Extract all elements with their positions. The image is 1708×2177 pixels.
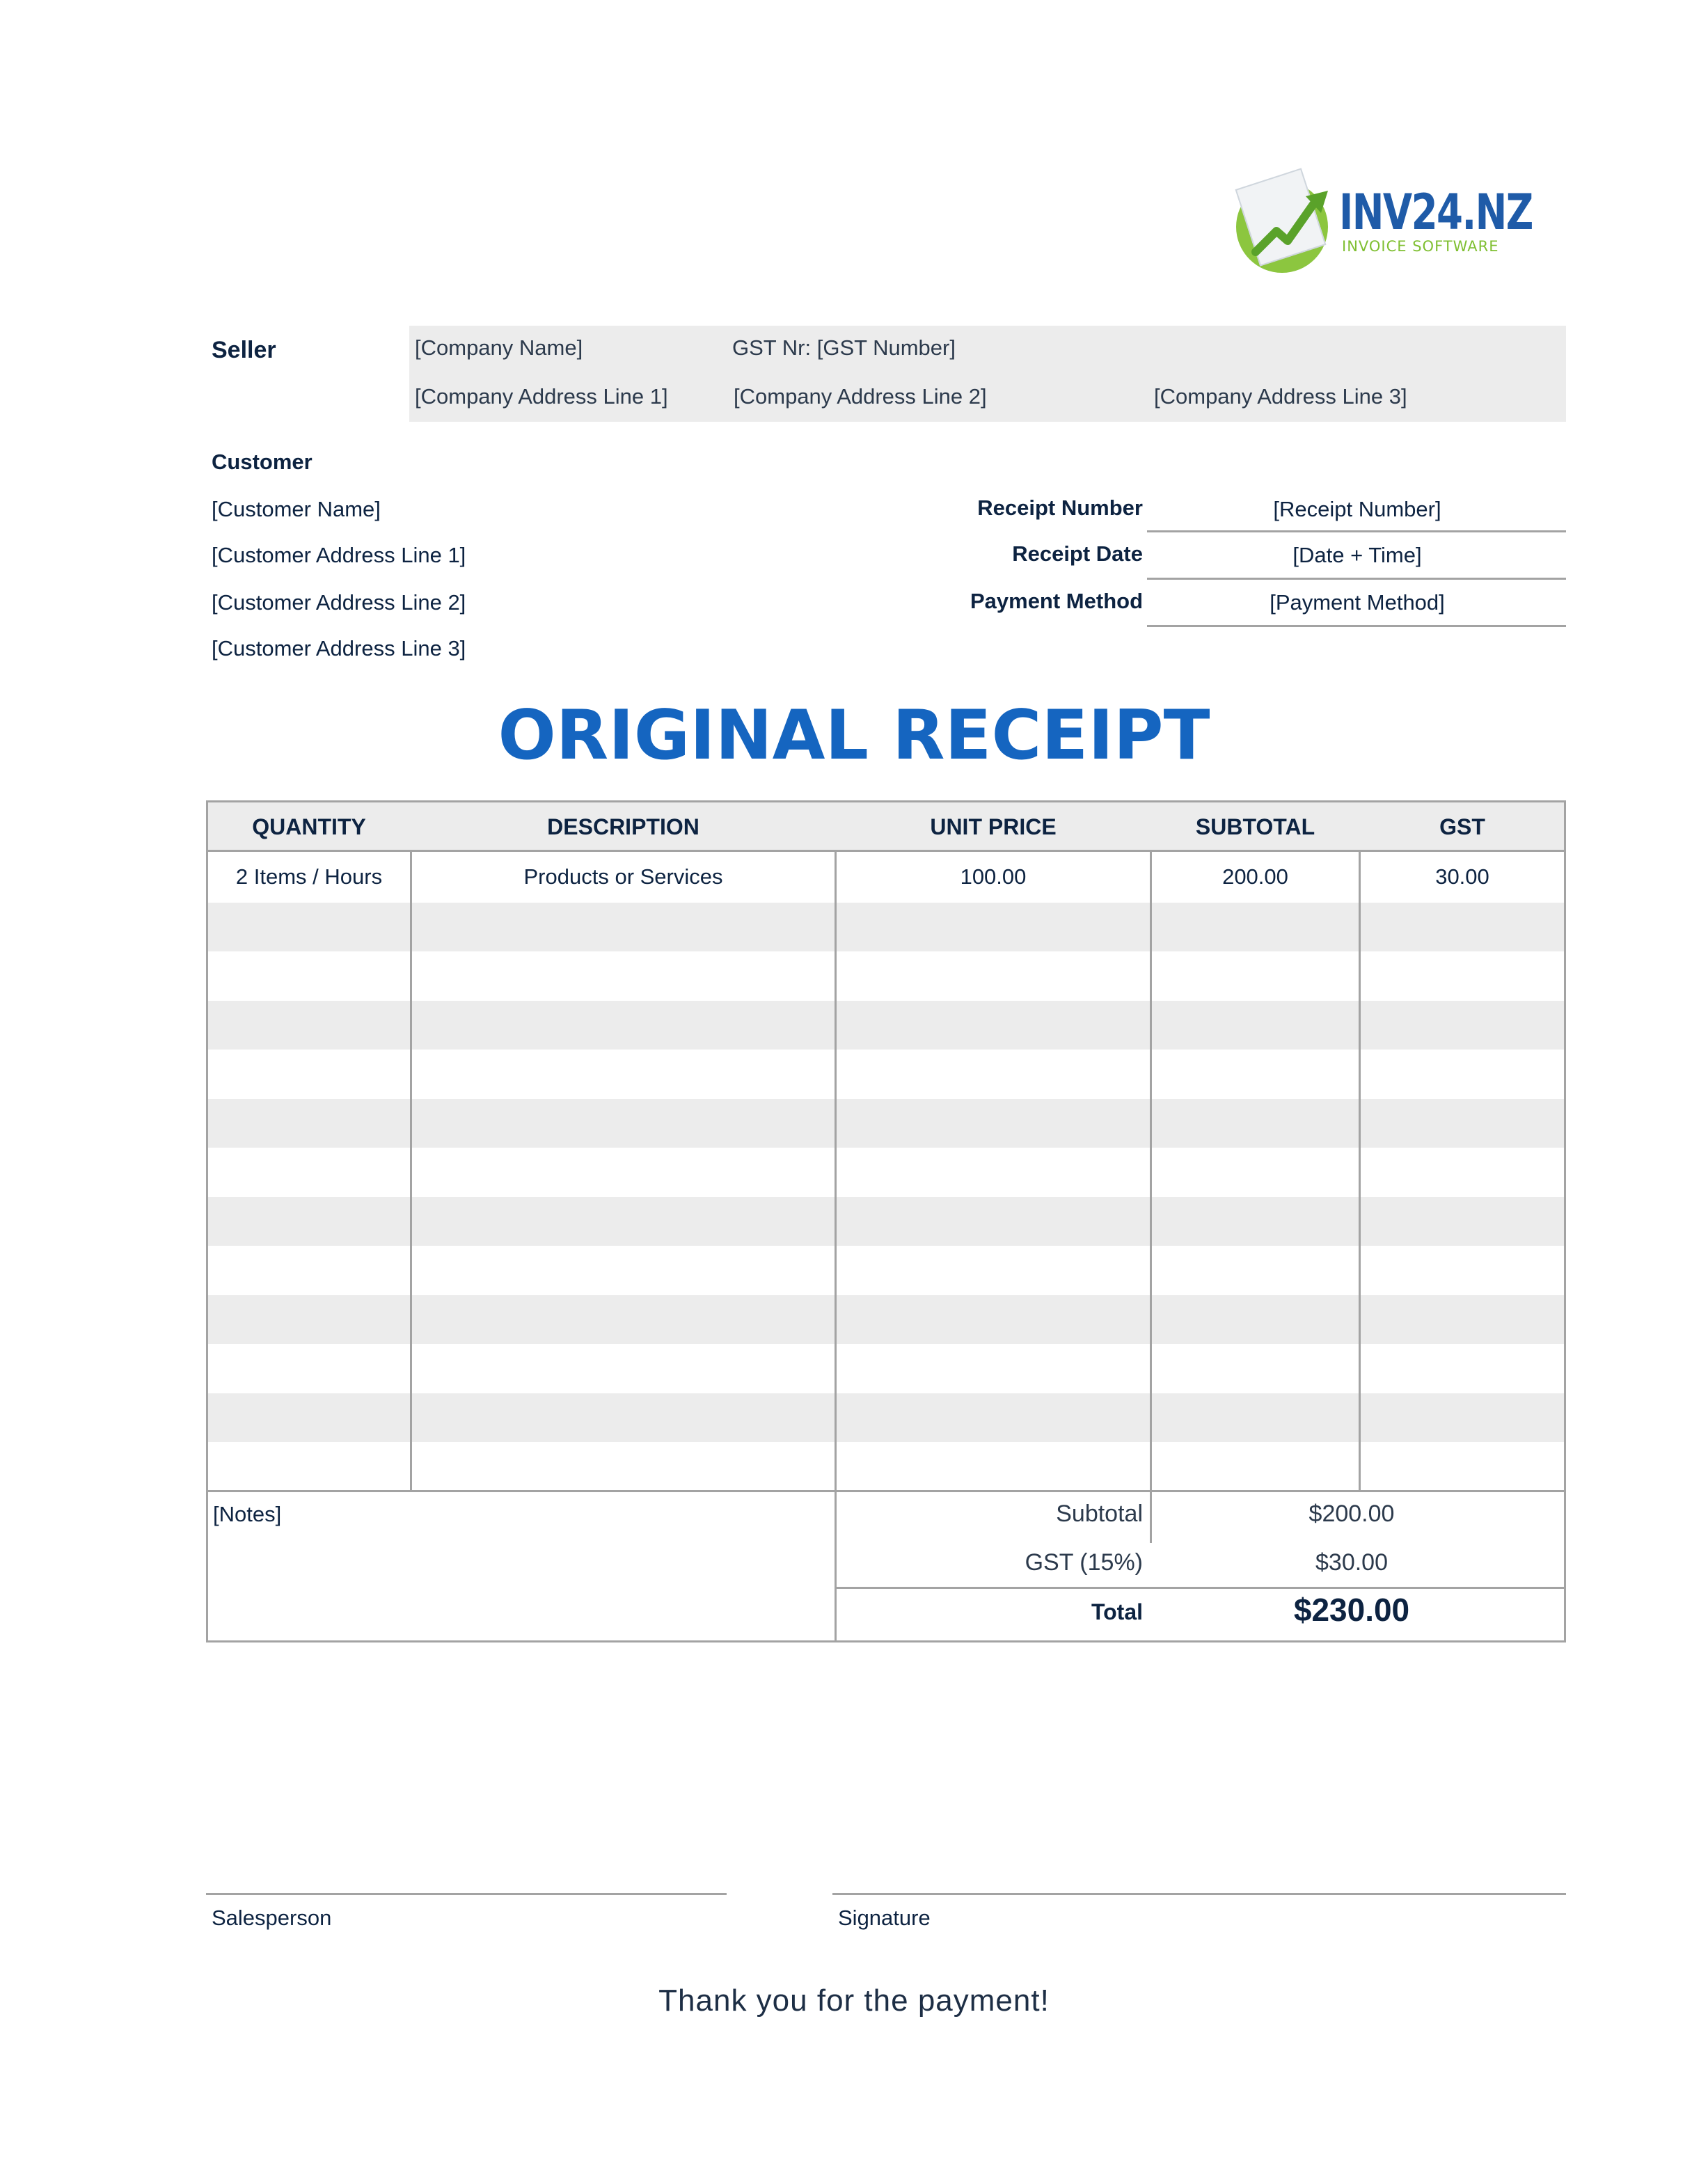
- payment-method-underline: [1147, 625, 1566, 627]
- seller-gst-number: GST Nr: [GST Number]: [732, 335, 956, 360]
- row-1-description: Products or Services: [523, 864, 723, 889]
- seller-label: Seller: [212, 337, 276, 363]
- thank-you-message: Thank you for the payment!: [658, 1984, 1050, 2018]
- gst-value: $30.00: [1315, 1549, 1388, 1576]
- column-divider: [1359, 851, 1361, 1490]
- receipt-date-label: Receipt Date: [1012, 541, 1143, 566]
- logo-name: INV24.NZ: [1339, 184, 1533, 241]
- notes-text: [Notes]: [213, 1502, 282, 1526]
- seller-address-line-3: [Company Address Line 3]: [1154, 384, 1407, 409]
- total-divider: [835, 1587, 1564, 1589]
- signature-label: Signature: [838, 1906, 931, 1930]
- payment-method-label: Payment Method: [970, 589, 1143, 613]
- payment-method-value: [Payment Method]: [1270, 590, 1445, 615]
- logo-growth-arrow-icon: [1242, 175, 1339, 266]
- receipt-date-value: [Date + Time]: [1292, 543, 1422, 567]
- subtotal-value: $200.00: [1308, 1501, 1395, 1527]
- gst-label: GST (15%): [1025, 1549, 1143, 1576]
- header-quantity: QUANTITY: [208, 802, 410, 851]
- receipt-number-value: [Receipt Number]: [1273, 497, 1441, 521]
- signature-line: [832, 1893, 1566, 1895]
- customer-name: [Customer Name]: [212, 497, 381, 521]
- seller-address-line-2: [Company Address Line 2]: [734, 384, 987, 409]
- column-divider: [835, 851, 837, 1490]
- logo-tagline: INVOICE SOFTWARE: [1342, 238, 1499, 255]
- seller-company-name: [Company Name]: [415, 335, 583, 360]
- row-1-unit-price: 100.00: [960, 864, 1027, 889]
- summary-column-divider: [835, 1488, 837, 1640]
- row-1-subtotal: 200.00: [1222, 864, 1288, 889]
- header-gst: GST: [1361, 802, 1564, 851]
- header-unit-price: UNIT PRICE: [837, 802, 1150, 851]
- header-description: DESCRIPTION: [412, 802, 835, 851]
- customer-address-line-1: [Customer Address Line 1]: [212, 543, 466, 567]
- total-value: $230.00: [1293, 1592, 1410, 1628]
- company-logo: [1236, 174, 1533, 271]
- items-table: [206, 800, 1566, 1492]
- row-1-quantity: 2 Items / Hours: [235, 864, 383, 889]
- customer-label: Customer: [212, 450, 313, 474]
- receipt-number-underline: [1147, 530, 1566, 532]
- receipt-date-underline: [1147, 578, 1566, 580]
- salesperson-line: [206, 1893, 727, 1895]
- total-label: Total: [1091, 1599, 1143, 1624]
- seller-info-box: [409, 326, 1566, 422]
- subtotal-label: Subtotal: [1056, 1501, 1143, 1527]
- column-divider: [1150, 851, 1152, 1543]
- customer-address-line-3: [Customer Address Line 3]: [212, 636, 466, 660]
- salesperson-label: Salesperson: [212, 1906, 332, 1930]
- customer-address-line-2: [Customer Address Line 2]: [212, 590, 466, 615]
- header-subtotal: SUBTOTAL: [1152, 802, 1359, 851]
- seller-address-line-1: [Company Address Line 1]: [415, 384, 668, 409]
- column-divider: [410, 851, 412, 1490]
- receipt-title: ORIGINAL RECEIPT: [498, 696, 1210, 775]
- row-1-gst: 30.00: [1435, 864, 1489, 889]
- receipt-number-label: Receipt Number: [977, 496, 1143, 520]
